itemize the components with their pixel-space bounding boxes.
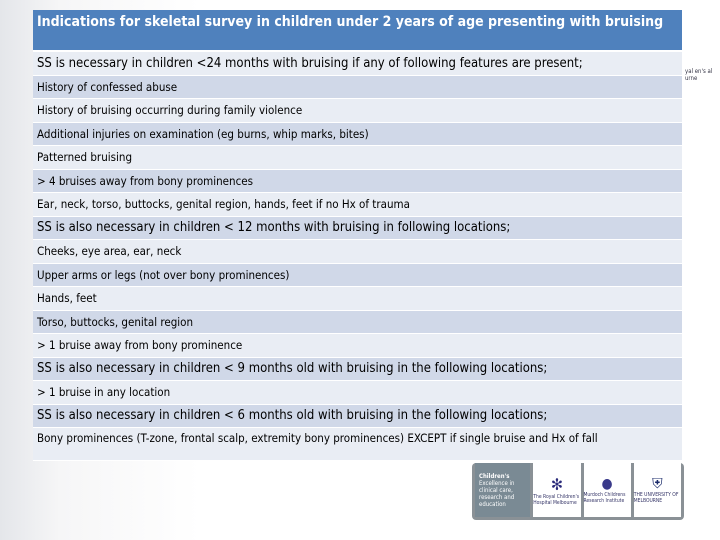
table-row: Patterned bruising xyxy=(33,146,682,170)
rch-label: The Royal Children's Hospital Melbourne xyxy=(533,493,580,506)
section-header-row: SS is also necessary in children < 12 months with bruising in following locations; xyxy=(33,217,682,241)
crest-icon: ⛨ xyxy=(652,476,663,492)
section-header-row: SS is also necessary in children < 6 months old with bruising in the following locations; xyxy=(33,405,682,429)
childrens-label: Children's xyxy=(479,472,510,480)
table-row: Additional injuries on examination (eg burns, whip marks, bites) xyxy=(33,123,682,147)
table-row: Bony prominences (T-zone, frontal scalp, extremity bony prominences) EXCEPT if single bruise and Hx of fall xyxy=(33,428,682,461)
uom-logo xyxy=(634,463,681,517)
circles-icon: ● xyxy=(601,476,613,492)
tagline: Excellence in clinical care, research and education xyxy=(479,479,515,508)
uom-label: THE UNIVERSITY OF MELBOURNE xyxy=(633,492,679,504)
table-row: Cheeks, eye area, ear, neck xyxy=(33,240,682,264)
table-row: > 1 bruise in any location xyxy=(33,381,682,405)
indications-table xyxy=(33,10,682,461)
mcri-label: Murdoch Childrens Research Institute xyxy=(583,492,626,504)
rch-logo xyxy=(533,463,580,517)
table-row: Upper arms or legs (not over bony prominences) xyxy=(33,264,682,288)
section-header-row: SS is also necessary in children < 9 months old with bruising in the following locations; xyxy=(33,358,682,382)
table-title: Indications for skeletal survey in children under 2 years of age presenting with bruising xyxy=(33,10,682,52)
table-row: History of confessed abuse xyxy=(33,76,682,100)
table-row: > 1 bruise away from bony prominence xyxy=(33,334,682,358)
side-logo-text: yal en's al urne xyxy=(685,68,713,82)
table-row: > 4 bruises away from bony prominences xyxy=(33,170,682,194)
tree-icon: ✻ xyxy=(550,474,563,494)
table-row: Ear, neck, torso, buttocks, genital region, hands, feet if no Hx of trauma xyxy=(33,193,682,217)
childrens-logo xyxy=(475,463,530,517)
table-row: Torso, buttocks, genital region xyxy=(33,311,682,335)
section-header-row: SS is necessary in children <24 months with bruising if any of following features are present; xyxy=(33,52,682,76)
logo-strip xyxy=(472,463,684,520)
table-row: History of bruising occurring during family violence xyxy=(33,99,682,123)
table-row: Hands, feet xyxy=(33,287,682,311)
mcri-logo xyxy=(584,463,631,517)
